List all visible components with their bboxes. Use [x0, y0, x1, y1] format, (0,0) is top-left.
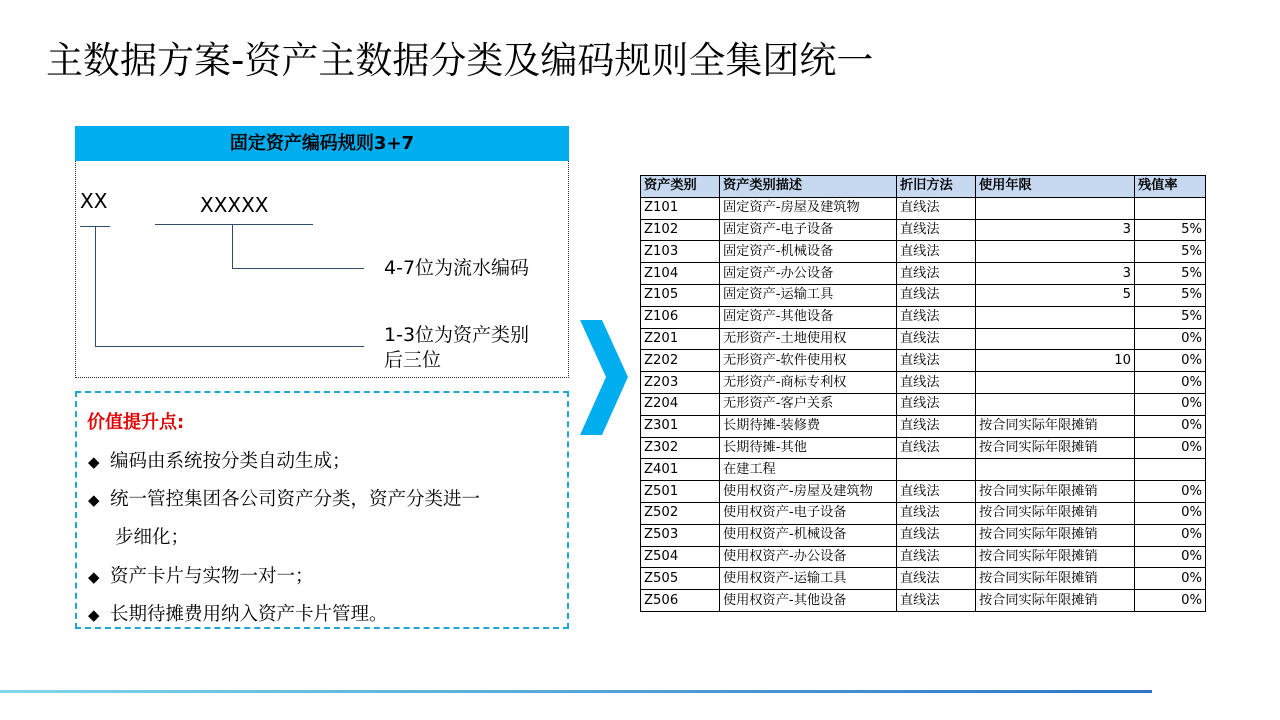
coding-rule-header: 固定资产编码规则3+7: [75, 126, 569, 161]
code-suffix: XXXXX: [200, 193, 269, 217]
cell-useful-life: [976, 197, 1135, 219]
cell-depreciation: 直线法: [897, 524, 976, 546]
cell-description: 使用权资产-办公设备: [720, 546, 897, 568]
cell-description: 长期待摊-其他: [720, 437, 897, 459]
serial-description: 4-7位为流水编码: [384, 257, 530, 279]
table-row: [641, 481, 1206, 503]
col-header-description: 资产类别描述: [720, 176, 897, 198]
cell-depreciation: 直线法: [897, 328, 976, 350]
cell-description: 无形资产-客户关系: [720, 393, 897, 415]
cell-description: 固定资产-运输工具: [720, 284, 897, 306]
bottom-gradient-bar: [0, 690, 1152, 693]
cell-category: Z502: [641, 502, 720, 524]
table-row: [641, 241, 1206, 263]
cell-useful-life: 按合同实际年限摊销: [976, 437, 1135, 459]
cell-category: Z504: [641, 546, 720, 568]
table-row: [641, 328, 1206, 350]
table-row: [641, 372, 1206, 394]
col-header-useful-life: 使用年限: [976, 176, 1135, 198]
value-item: ◆ 编码由系统按分类自动生成；: [88, 451, 351, 472]
cell-depreciation: 直线法: [897, 481, 976, 503]
cell-useful-life: 按合同实际年限摊销: [976, 590, 1135, 612]
cell-useful-life: 3: [976, 263, 1135, 285]
cell-residual-rate: 0%: [1135, 437, 1206, 459]
cell-description: 固定资产-电子设备: [720, 219, 897, 241]
diamond-bullet-icon: ◆: [88, 606, 100, 624]
cell-category: Z101: [641, 197, 720, 219]
cell-residual-rate: 5%: [1135, 263, 1206, 285]
cell-residual-rate: 0%: [1135, 372, 1206, 394]
cell-useful-life: 5: [976, 284, 1135, 306]
cell-residual-rate: 0%: [1135, 415, 1206, 437]
cell-useful-life: [976, 241, 1135, 263]
cell-category: Z102: [641, 219, 720, 241]
cell-category: Z201: [641, 328, 720, 350]
cell-useful-life: 3: [976, 219, 1135, 241]
cell-description: 使用权资产-机械设备: [720, 524, 897, 546]
col-header-category: 资产类别: [641, 176, 720, 198]
cell-depreciation: 直线法: [897, 372, 976, 394]
table-row: [641, 546, 1206, 568]
diamond-bullet-icon: ◆: [88, 453, 100, 471]
table-header-row: [641, 176, 1206, 198]
table-row: [641, 568, 1206, 590]
cell-residual-rate: 0%: [1135, 568, 1206, 590]
cell-useful-life: 按合同实际年限摊销: [976, 481, 1135, 503]
cell-category: Z401: [641, 459, 720, 481]
cell-category: Z103: [641, 241, 720, 263]
table-row: [641, 437, 1206, 459]
category-connector-vertical: [95, 226, 96, 347]
cell-description: 固定资产-房屋及建筑物: [720, 197, 897, 219]
value-points-title: 价值提升点:: [87, 412, 185, 433]
col-header-depreciation: 折旧方法: [897, 176, 976, 198]
cell-description: 长期待摊-装修费: [720, 415, 897, 437]
table-row: [641, 393, 1206, 415]
cell-depreciation: 直线法: [897, 393, 976, 415]
cell-category: Z106: [641, 306, 720, 328]
cell-residual-rate: [1135, 459, 1206, 481]
value-item: ◆ 长期待摊费用纳入资产卡片管理。: [88, 604, 388, 625]
table-row: [641, 502, 1206, 524]
cell-depreciation: 直线法: [897, 415, 976, 437]
cell-category: Z104: [641, 263, 720, 285]
cell-description: 无形资产-土地使用权: [720, 328, 897, 350]
diamond-bullet-icon: ◆: [88, 568, 100, 586]
category-description-line2: 后三位: [384, 349, 442, 371]
serial-connector-horizontal: [232, 268, 364, 269]
cell-depreciation: 直线法: [897, 219, 976, 241]
table-row: [641, 459, 1206, 481]
cell-residual-rate: 0%: [1135, 328, 1206, 350]
cell-depreciation: [897, 459, 976, 481]
diamond-bullet-icon: ◆: [88, 491, 100, 509]
cell-residual-rate: [1135, 197, 1206, 219]
cell-useful-life: [976, 328, 1135, 350]
cell-depreciation: 直线法: [897, 502, 976, 524]
cell-category: Z105: [641, 284, 720, 306]
cell-category: Z302: [641, 437, 720, 459]
cell-residual-rate: 0%: [1135, 546, 1206, 568]
cell-residual-rate: 0%: [1135, 393, 1206, 415]
suffix-underline: [155, 224, 313, 225]
cell-category: Z503: [641, 524, 720, 546]
code-prefix: XX: [80, 189, 108, 213]
cell-category: Z301: [641, 415, 720, 437]
cell-description: 使用权资产-其他设备: [720, 590, 897, 612]
cell-category: Z204: [641, 393, 720, 415]
cell-category: Z506: [641, 590, 720, 612]
col-header-residual-rate: 残值率: [1135, 176, 1206, 198]
cell-useful-life: [976, 306, 1135, 328]
category-description-line1: 1-3位为资产类别: [384, 324, 530, 346]
cell-residual-rate: 5%: [1135, 219, 1206, 241]
cell-depreciation: 直线法: [897, 306, 976, 328]
cell-description: 无形资产-软件使用权: [720, 350, 897, 372]
cell-residual-rate: 0%: [1135, 481, 1206, 503]
cell-depreciation: 直线法: [897, 437, 976, 459]
cell-depreciation: 直线法: [897, 197, 976, 219]
cell-description: 无形资产-商标专利权: [720, 372, 897, 394]
cell-category: Z203: [641, 372, 720, 394]
cell-residual-rate: 5%: [1135, 284, 1206, 306]
cell-useful-life: 按合同实际年限摊销: [976, 502, 1135, 524]
cell-description: 使用权资产-房屋及建筑物: [720, 481, 897, 503]
value-item-continuation: 步细化；: [115, 527, 190, 548]
cell-useful-life: [976, 393, 1135, 415]
table-row: [641, 524, 1206, 546]
cell-description: 使用权资产-运输工具: [720, 568, 897, 590]
asset-category-table: [640, 175, 1206, 612]
cell-category: Z501: [641, 481, 720, 503]
cell-description: 使用权资产-电子设备: [720, 502, 897, 524]
cell-useful-life: 按合同实际年限摊销: [976, 524, 1135, 546]
cell-useful-life: 按合同实际年限摊销: [976, 415, 1135, 437]
category-connector-horizontal: [95, 346, 364, 347]
table-row: [641, 590, 1206, 612]
cell-depreciation: 直线法: [897, 546, 976, 568]
cell-useful-life: [976, 459, 1135, 481]
cell-category: Z505: [641, 568, 720, 590]
cell-depreciation: 直线法: [897, 590, 976, 612]
cell-residual-rate: 0%: [1135, 502, 1206, 524]
serial-connector-vertical: [232, 224, 233, 268]
cell-useful-life: 10: [976, 350, 1135, 372]
value-item: ◆ 资产卡片与实物一对一；: [88, 566, 314, 587]
cell-residual-rate: 0%: [1135, 350, 1206, 372]
right-arrow-icon: [580, 320, 628, 435]
cell-description: 固定资产-机械设备: [720, 241, 897, 263]
cell-residual-rate: 5%: [1135, 241, 1206, 263]
cell-depreciation: 直线法: [897, 284, 976, 306]
table-row: [641, 350, 1206, 372]
table-row: [641, 284, 1206, 306]
cell-useful-life: [976, 372, 1135, 394]
table-row: [641, 197, 1206, 219]
cell-description: 在建工程: [720, 459, 897, 481]
cell-depreciation: 直线法: [897, 568, 976, 590]
cell-useful-life: 按合同实际年限摊销: [976, 546, 1135, 568]
cell-category: Z202: [641, 350, 720, 372]
cell-description: 固定资产-办公设备: [720, 263, 897, 285]
cell-residual-rate: 0%: [1135, 524, 1206, 546]
cell-depreciation: 直线法: [897, 350, 976, 372]
value-item: ◆ 统一管控集团各公司资产分类，资产分类进一: [88, 489, 481, 510]
table-row: [641, 219, 1206, 241]
cell-depreciation: 直线法: [897, 241, 976, 263]
page-title: 主数据方案-资产主数据分类及编码规则全集团统一: [46, 39, 874, 82]
cell-residual-rate: 5%: [1135, 306, 1206, 328]
table-row: [641, 306, 1206, 328]
table-row: [641, 415, 1206, 437]
cell-depreciation: 直线法: [897, 263, 976, 285]
cell-residual-rate: 0%: [1135, 590, 1206, 612]
table-row: [641, 263, 1206, 285]
cell-description: 固定资产-其他设备: [720, 306, 897, 328]
cell-useful-life: 按合同实际年限摊销: [976, 568, 1135, 590]
